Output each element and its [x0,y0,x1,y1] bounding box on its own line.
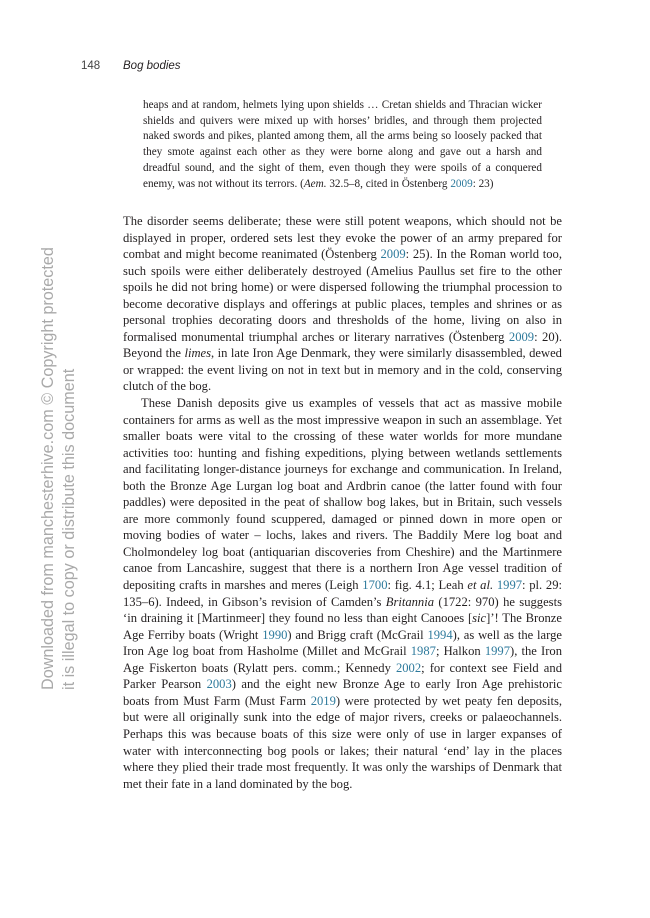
citation-link[interactable]: 1700 [362,578,388,593]
body-text [123,213,562,792]
watermark-line-2: it is illegal to copy or distribute this document [60,368,78,690]
citation-link[interactable]: 2009 [380,247,406,262]
citation-link[interactable]: 1997 [484,644,510,659]
citation-link[interactable]: 2002 [395,660,422,675]
paragraph-1: The disorder seems deliberate; these were still potent weapons, which should not be displayed in proper, ordered sets lest they evoke the power of an army prepared for combat and might become reanimated (Östenberg 2009: 25). In the Roman world too, such spoils were either deliberately destroyed (Amelius Paullus set fire to the other spoils he did not bring home) or were dispersed following the triumphal procession to become decorative displays and offerings at public places, temples and shrines or as personal trophies decorating doors and thresholds of the home, living on also in formalised monumental triumphal arches or literary narratives (Östenberg 2009: 20). Beyond the limes, in late Iron Age Denmark, they were similarly disassembled, dewed or wrapped: the event living on not in text but in memory and in the cold, conserving clutch of the bog. [123,214,562,394]
citation-link[interactable]: 2009 [450,177,473,190]
book-title: Britannia [385,594,435,609]
block-quote: heaps and at random, helmets lying upon shields … Cretan shields and Thracian wicker shields and quivers were mixed up with horses’ bridles, and through them projected naked swords and pikes, planted among them, all the arms being so loosely packed that they smote against each other as they were borne along and gave out a harsh and dreadful sound, and the sight of them, even though they were spoils of a conquered enemy, was not without its terrors. (Aem. 32.5–8, cited in Östenberg 2009: 23) [143,99,542,190]
citation-link[interactable]: 1997 [496,578,523,593]
citation-link[interactable]: 2019 [310,693,336,708]
watermark-line-1: Downloaded from manchesterhive.com © Copyright protected [39,247,57,690]
cited-work-title: Aem. [303,177,327,190]
citation-link[interactable]: 1990 [262,627,288,642]
copyright-watermark [38,220,98,690]
latin-term: limes [184,346,212,361]
paragraph-2: These Danish deposits give us examples of vessels that act as massive mobile containers for arms as well as the most impressive weapon in such an assemblage. Yet smaller boats were vital to the crossing of these water worlds for more mundane activities too: hunting and fishing expeditions, plying between wetlands settlements and facilitating longer-distance journeys for exchange and communication. In Ireland, both the Bronze Age Lurgan log boat and Ardbrin canoe (the latter found with four paddles) were deposited in the peat of shallow bog lakes, but in Britain, such vessels are more commonly found scuppered, damaged or pinned down in more open or moving bodies of water – lochs, lakes and rivers. The Baddily Mere log boat and Cholmondeley log boat (antiquarian discoveries from Cheshire) and the Martinmere canoe from Lancashire, suggest that there is a northern Iron Age vessel tradition of depositing crafts in marshes and meres (Leigh 1700: fig. 4.1; Leah et al. 1997: pl. 29: 135–6). Indeed, in Gibson’s revision of Camden’s Britannia (1722: 970) he suggests ‘in draining it [Martinmeer] they found no less than eight Canooes [sic]’! The Bronze Age Ferriby boats (Wright 1990) and Brigg craft (McGrail 1994), as well as the large Iron Age log boat from Hasholme (Millet and McGrail 1987; Halkon 1997), the Iron Age Fiskerton boats (Rylatt pers. comm.; Kennedy 2002; for context see Field and Parker Pearson 2003) and the eight new Bronze Age to early Iron Age prehistoric boats from Must Farm (Must Farm 2019) were protected by wet peaty fen deposits, but were all originally sunk into the edge of major rivers, creeks or palaeochannels. Perhaps this was because boats of this size were only of use in larger expanses of water with interconnecting bog pools or lakes; their natural ‘end’ lay in the places where they plied their trade most frequently. It was only the warships of Denmark that met their fate in a land dominated by the bog. [123,396,563,791]
citation-link[interactable]: 2003 [206,677,232,692]
citation-link[interactable]: 1987 [410,644,436,659]
running-title: Bog bodies [123,60,181,72]
citation-link[interactable]: 2009 [508,329,535,344]
citation-link[interactable]: 1994 [427,627,453,642]
page-number: 148 [81,60,101,72]
page-header [0,60,650,80]
